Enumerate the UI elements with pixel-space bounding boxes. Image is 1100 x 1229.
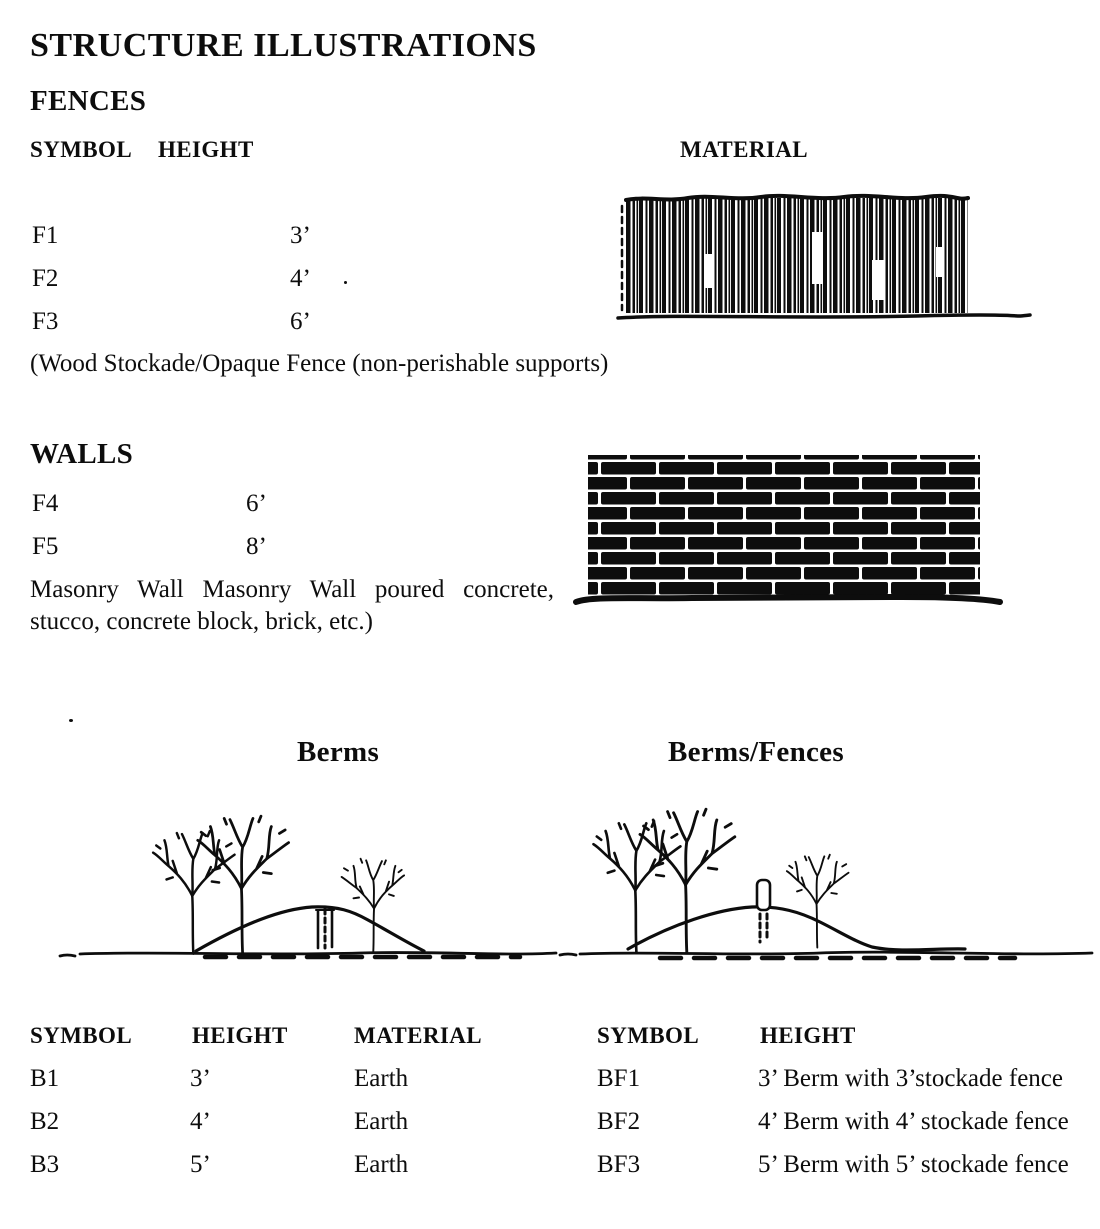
berms-heading: Berms <box>297 736 380 768</box>
berm-row-height: 5’ <box>190 1151 211 1178</box>
stockade-fence-illustration <box>616 192 1036 326</box>
fences-symbol-header: SYMBOL <box>30 137 133 162</box>
berm-row-symbol: B3 <box>30 1151 60 1178</box>
berm-row-symbol: B2 <box>30 1108 60 1135</box>
wall-row-symbol: F4 <box>32 490 59 517</box>
material-header: MATERIAL <box>680 137 809 162</box>
berm-fence-row-height: 3’ Berm with 3’stockade fence <box>758 1065 1063 1092</box>
fences-height-header: HEIGHT <box>158 137 254 162</box>
berm-fence-row-symbol: BF3 <box>597 1151 641 1178</box>
wall-row-symbol: F5 <box>32 533 59 560</box>
bare-tree <box>594 821 681 952</box>
berm-scene <box>60 816 556 957</box>
wall-row-height: 8’ <box>246 533 267 560</box>
fence-row-height: 3’ <box>290 222 311 249</box>
berm-fence-symbol-header: SYMBOL <box>597 1023 700 1048</box>
fences-note: (Wood Stockade/Opaque Fence (non-perishable supports) <box>30 350 609 377</box>
berm-row-height: 4’ <box>190 1108 211 1135</box>
bare-tree <box>640 809 735 952</box>
scan-artifact-dot <box>69 719 73 722</box>
walls-description-line2: stucco, concrete block, brick, etc.) <box>30 608 373 635</box>
berms-fences-heading: Berms/Fences <box>668 736 844 768</box>
fence-row-height: 6’ <box>290 308 311 335</box>
bare-tree <box>342 859 404 953</box>
berm-fence-scene <box>560 809 1092 958</box>
fence-row-height: 4’ <box>290 265 311 292</box>
berm-fence-height-header: HEIGHT <box>760 1023 856 1048</box>
fence-row-symbol: F2 <box>32 265 59 292</box>
berm-row-material: Earth <box>354 1065 409 1092</box>
fence-post <box>757 880 770 942</box>
wall-row-height: 6’ <box>246 490 267 517</box>
brick-wall <box>576 455 1000 602</box>
masonry-wall-illustration <box>572 447 1006 611</box>
bare-tree <box>198 816 289 953</box>
page-title: STRUCTURE ILLUSTRATIONS <box>30 27 537 64</box>
fences-heading: FENCES <box>30 85 147 117</box>
fence-row-symbol: F3 <box>32 308 59 335</box>
berm-fence-row-height: 4’ Berm with 4’ stockade fence <box>758 1108 1069 1135</box>
berm-fence-row-symbol: BF2 <box>597 1108 641 1135</box>
buried-post <box>316 909 334 948</box>
berms-illustration <box>0 790 1100 985</box>
scan-artifact-dot <box>344 281 347 284</box>
berm-fence-row-height: 5’ Berm with 5’ stockade fence <box>758 1151 1069 1178</box>
berm-height-header: HEIGHT <box>192 1023 288 1048</box>
berm-row-material: Earth <box>354 1151 409 1178</box>
berm-row-symbol: B1 <box>30 1065 60 1092</box>
berm-row-material: Earth <box>354 1108 409 1135</box>
berm-material-header: MATERIAL <box>354 1023 483 1048</box>
fence-pickets <box>618 196 1030 318</box>
walls-description-line1: Masonry Wall Masonry Wall poured concrete, <box>30 576 554 603</box>
walls-heading: WALLS <box>30 438 134 470</box>
berm-row-height: 3’ <box>190 1065 211 1092</box>
fence-row-symbol: F1 <box>32 222 59 249</box>
berm-symbol-header: SYMBOL <box>30 1023 133 1048</box>
berm-fence-row-symbol: BF1 <box>597 1065 641 1092</box>
